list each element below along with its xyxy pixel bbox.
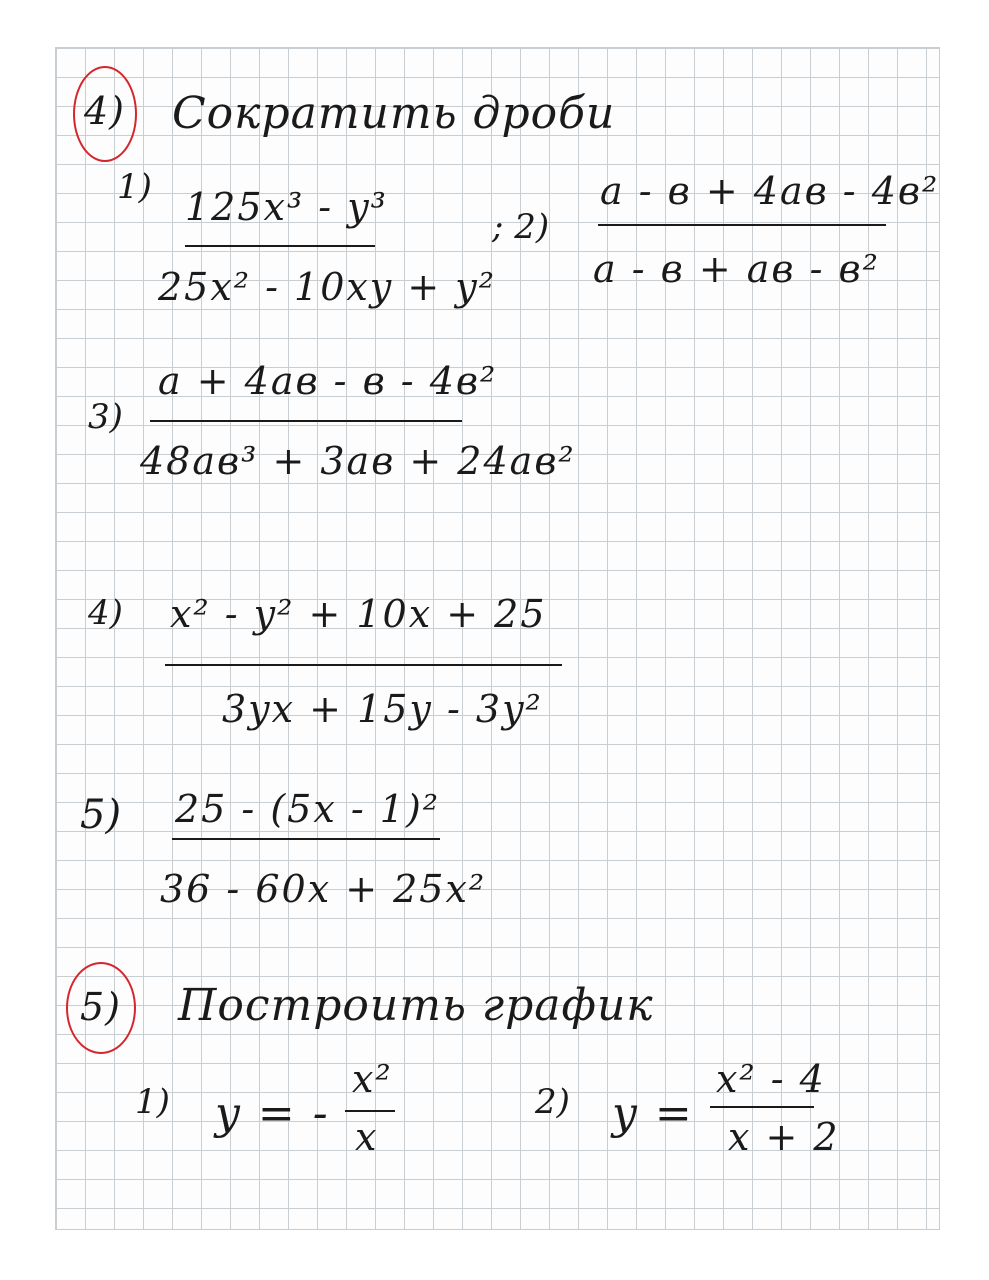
task-5-2-numerator: x² - 4 bbox=[716, 1057, 826, 1101]
task-5-2-denominator: x + 2 bbox=[728, 1115, 840, 1159]
task-4-1-numerator: 125x³ - y³ bbox=[185, 185, 388, 229]
task-5-2-fraction-bar bbox=[710, 1106, 814, 1108]
task-4-3-fraction-bar bbox=[150, 420, 462, 422]
section-4-number: 4) bbox=[84, 89, 126, 133]
task-5-1-label: 1) bbox=[135, 1082, 170, 1122]
task-5-2-lhs: y = bbox=[612, 1088, 694, 1139]
task-4-3-denominator: 48aв³ + 3aв + 24aв² bbox=[140, 439, 576, 483]
section-4-title: Сократить дроби bbox=[172, 88, 616, 139]
task-4-1-label: 1) bbox=[117, 167, 152, 207]
task-4-4-numerator: x² - y² + 10x + 25 bbox=[170, 592, 547, 636]
task-4-2-denominator: a - в + aв - в² bbox=[593, 247, 880, 291]
task-4-4-label: 4) bbox=[88, 593, 123, 633]
task-5-1-numerator: x² bbox=[352, 1057, 393, 1101]
task-4-3-numerator: a + 4aв - в - 4в² bbox=[158, 359, 498, 403]
task-4-1-denominator: 25x² - 10xy + y² bbox=[158, 265, 496, 309]
section-5-title: Построить график bbox=[178, 980, 654, 1031]
task-5-1-lhs: y = - bbox=[215, 1088, 330, 1139]
task-4-5-fraction-bar bbox=[172, 838, 440, 840]
task-4-5-numerator: 25 - (5x - 1)² bbox=[175, 787, 441, 831]
task-4-5-denominator: 36 - 60x + 25x² bbox=[160, 867, 487, 911]
task-4-4-denominator: 3yx + 15y - 3y² bbox=[222, 687, 543, 731]
task-4-2-label: ; 2) bbox=[492, 207, 550, 247]
task-5-1-fraction-bar bbox=[345, 1110, 395, 1112]
task-4-3-label: 3) bbox=[88, 397, 123, 437]
task-5-1-denominator: x bbox=[355, 1115, 379, 1159]
task-5-2-label: 2) bbox=[535, 1082, 570, 1122]
task-4-4-fraction-bar bbox=[165, 664, 562, 666]
task-4-5-label: 5) bbox=[80, 792, 122, 838]
task-4-1-fraction-bar bbox=[185, 245, 375, 247]
task-4-2-fraction-bar bbox=[598, 224, 886, 226]
section-5-number: 5) bbox=[80, 985, 122, 1029]
task-4-2-numerator: a - в + 4aв - 4в² bbox=[600, 169, 940, 213]
